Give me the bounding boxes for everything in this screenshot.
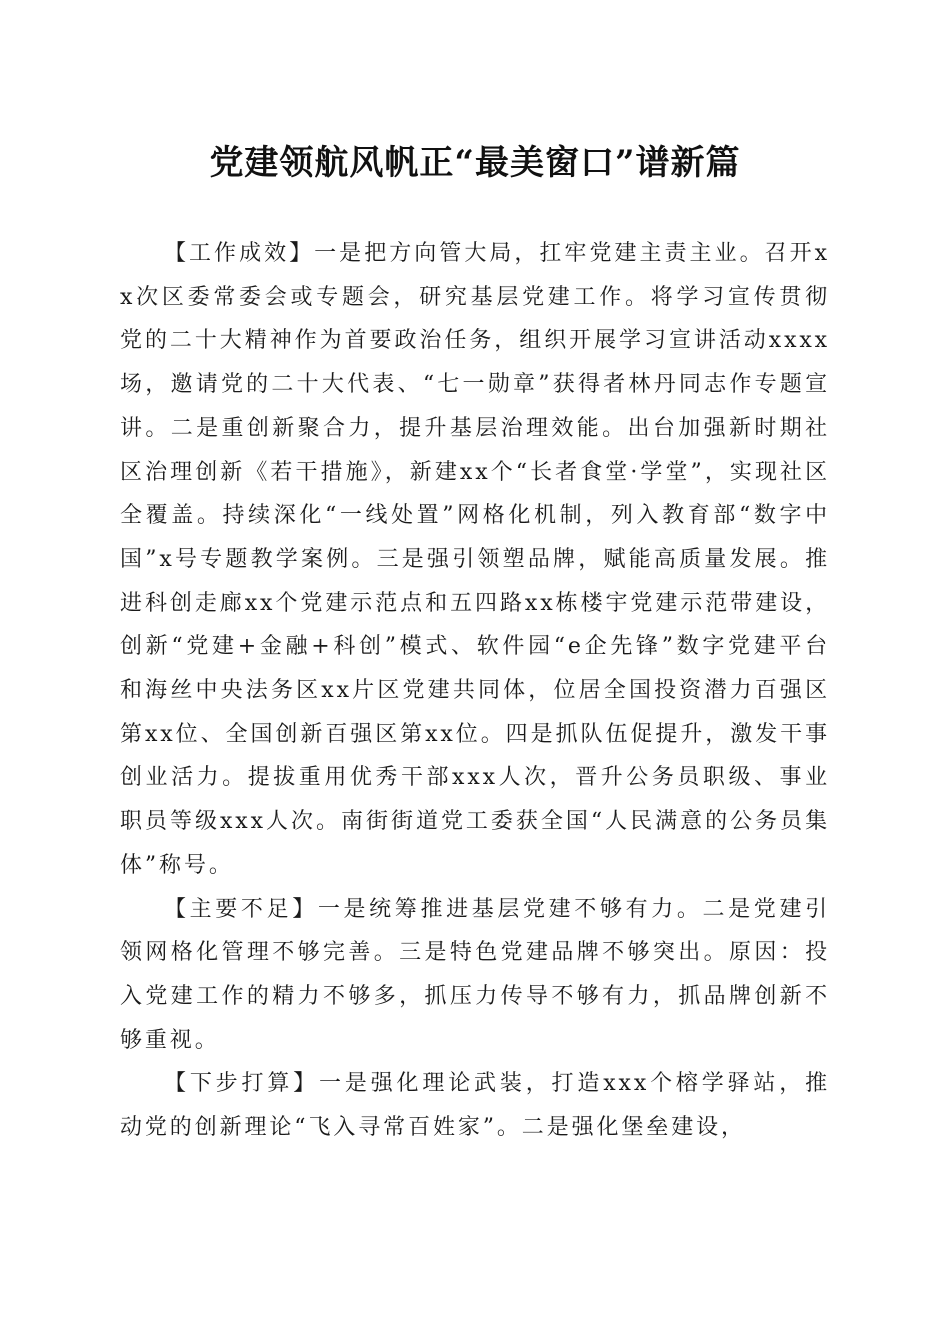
paragraph-work-results: 【工作成效】一是把方向管大局，扛牢党建主责主业。召开xx次区委常委会或专题会，研究基层党建工作。将学习宣传贯彻党的二十大精神作为首要政治任务，组织开展学习宣讲活动xxxx场，邀请党的二十大代表、“七一勋章”获得者林丹同志作专题宣讲。二是重创新聚合力，提升基层治理效能。出台加强新时期社区治理创新《若干措施》，新建xx个“长者食堂·学堂”，实现社区全覆盖。持续深化“一线处置”网格化机制，列入教育部“数字中国”x号专题教学案例。三是强引领塑品牌，赋能高质量发展。推进科创走廊xx个党建示范点和五四路xx栋楼宇党建示范带建设，创新“党建+金融+科创”模式、软件园“e企先锋”数字党建平台和海丝中央法务区xx片区党建共同体，位居全国投资潜力百强区第xx位、全国创新百强区第xx位。四是抓队伍促提升，激发干事创业活力。提拔重用优秀干部xxx人次，晋升公务员职级、事业职员等级xxx人次。南街街道党工委获全国“人民满意的公务员集体”称号。 (120, 241, 830, 878)
document-title: 党建领航风帆正“最美窗口”谱新篇 (209, 143, 741, 183)
paragraph-next-steps: 【下步打算】一是强化理论武装，打造xxx个榕学驿站，推动党的创新理论“飞入寻常百姓家”。二是强化堡垒建设， (120, 1071, 830, 1141)
document-body (120, 232, 830, 1150)
paragraph-main-shortcomings: 【主要不足】一是统筹推进基层党建不够有力。二是党建引领网格化管理不够完善。三是特色党建品牌不够突出。原因：投入党建工作的精力不够多，抓压力传导不够有力，抓品牌创新不够重视。 (120, 896, 830, 1053)
